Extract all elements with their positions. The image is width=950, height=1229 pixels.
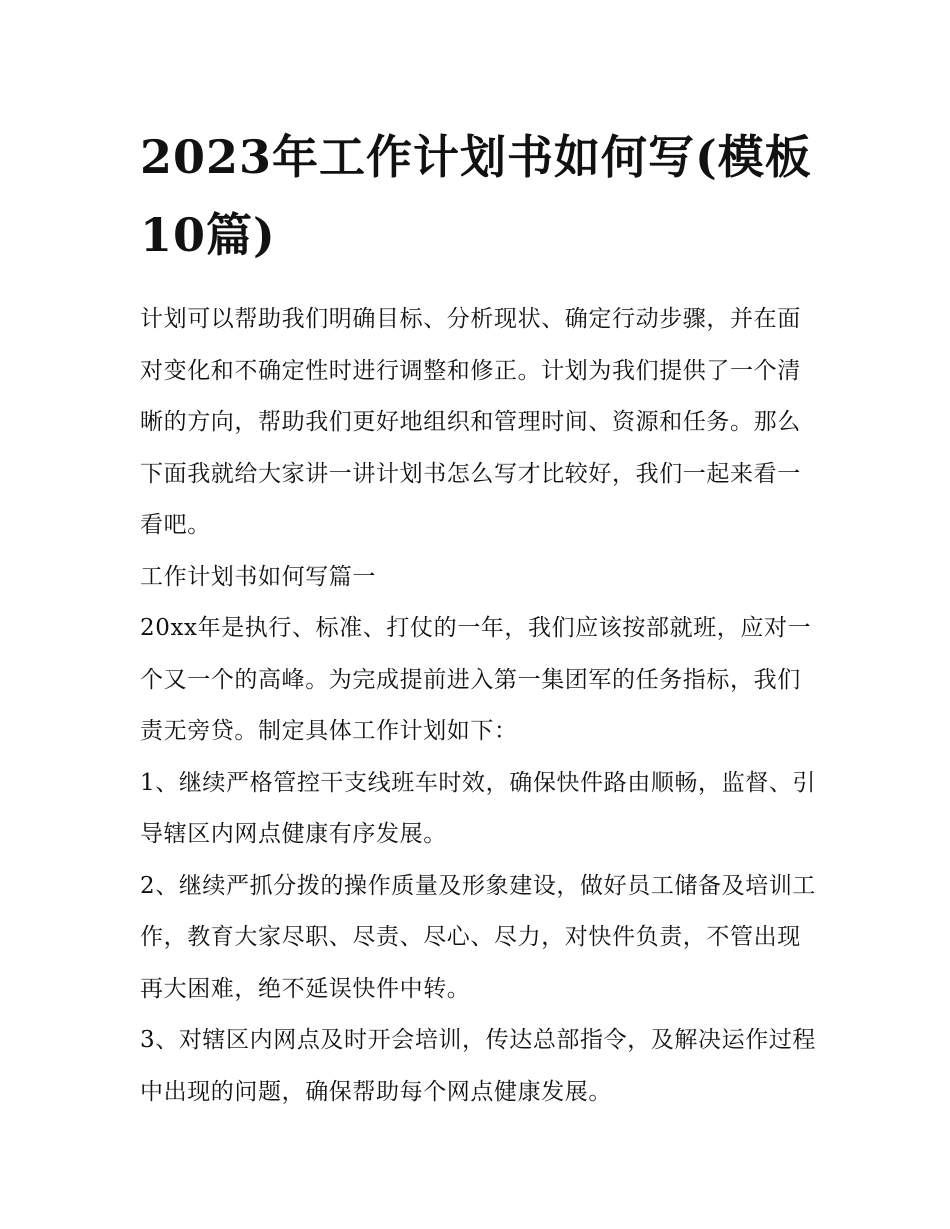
list-item-3: 3、对辖区内网点及时开会培训，传达总部指令，及解决运作过程中出现的问题，确保帮助每个网点健康发展。: [140, 1027, 817, 1105]
list-item-2: 2、继续严抓分拨的操作质量及形象建设，做好员工储备及培训工作，教育大家尽职、尽责、尽心、尽力，对快件负责，不管出现再大困难，绝不延误快件中转。: [140, 872, 817, 1002]
document-page: [140, 118, 820, 1118]
document-title: 2023年工作计划书如何写(模板10篇): [140, 130, 812, 262]
document-body: [140, 294, 820, 1118]
section-heading: 工作计划书如何写篇一: [140, 563, 376, 590]
body-paragraph: 20xx年是执行、标准、打仗的一年，我们应该按部就班，应对一个又一个的高峰。为完成提前进入第一集团军的任务指标，我们责无旁贷。制定具体工作计划如下：: [140, 615, 812, 744]
intro-paragraph: 计划可以帮助我们明确目标、分析现状、确定行动步骤，并在面对变化和不确定性时进行调整和修正。计划为我们提供了一个清晰的方向，帮助我们更好地组织和管理时间、资源和任务。那么下面我就给大家讲一讲计划书怎么写才比较好，我们一起来看一看吧。: [140, 306, 801, 538]
list-item-1: 1、继续严格管控干支线班车时效，确保快件路由顺畅，监督、引导辖区内网点健康有序发展。: [140, 769, 817, 847]
